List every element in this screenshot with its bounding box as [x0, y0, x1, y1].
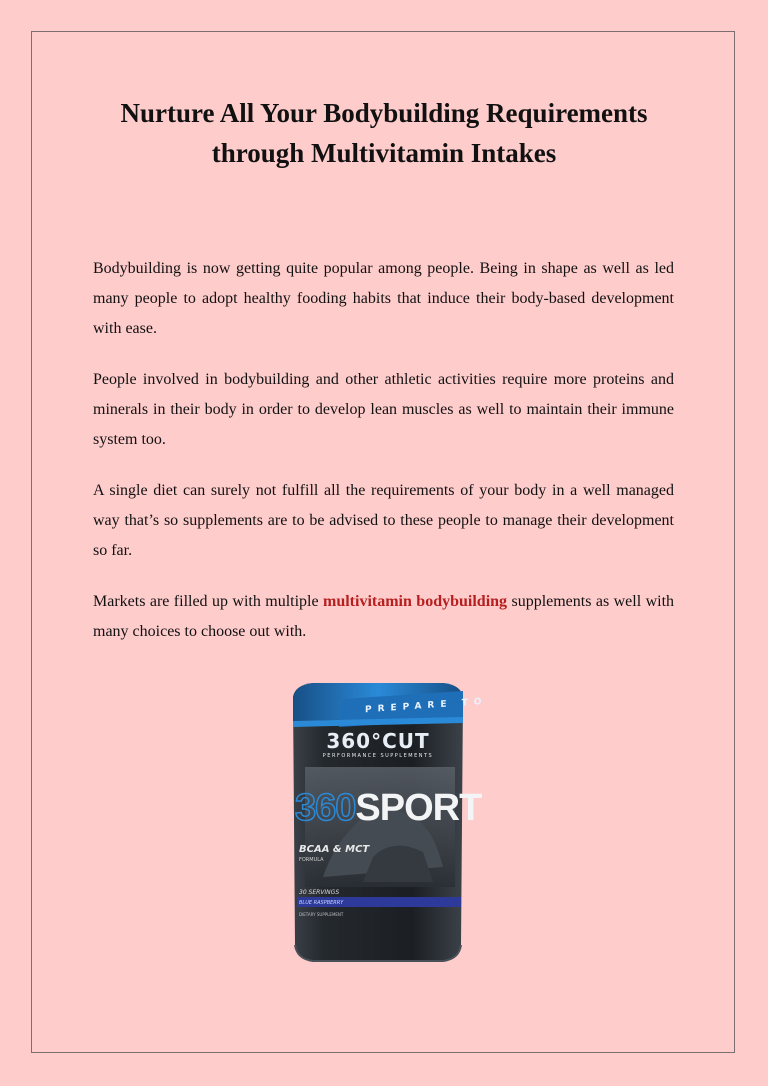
paragraph	[93, 587, 674, 647]
product-name-prefix: 360	[295, 787, 356, 829]
product-name-logo	[295, 789, 481, 827]
formula-sublabel: FORMULA	[299, 857, 324, 863]
flavor-label: BLUE RASPBERRY	[299, 900, 344, 906]
paragraph: People involved in bodybuilding and other athletic activities require more proteins and minerals in their body in order to develop lean muscles as well to maintain their immune system too.	[93, 371, 674, 448]
jar-banner-text: PREPARE TO	[365, 696, 488, 716]
net-weight-label: DIETARY SUPPLEMENT	[299, 912, 344, 917]
document-body	[93, 254, 674, 668]
paragraph: Bodybuilding is now getting quite popular among people. Being in shape as well as led many people to adopt healthy fooding habits that induce their body-based development with ease.	[93, 260, 674, 337]
product-image	[283, 677, 488, 967]
document-title: Nurture All Your Bodybuilding Requirements through Multivitamin Intakes	[120, 98, 648, 168]
brand-logo: 360°CUT	[326, 729, 430, 753]
multivitamin-bodybuilding-link[interactable]: multivitamin bodybuilding	[323, 593, 508, 610]
paragraph-text: Markets are filled up with multiple	[93, 593, 323, 610]
product-name: SPORT	[355, 787, 482, 829]
formula-label: BCAA & MCT	[299, 844, 370, 855]
servings-label: 30 SERVINGS	[299, 889, 340, 896]
brand-subtitle: PERFORMANCE SUPPLEMENTS	[322, 753, 434, 759]
paragraph: A single diet can surely not fulfill all the requirements of your body in a well managed way that’s so supplements are to be advised to these people to manage their development so far.	[93, 482, 674, 559]
paragraph-text: supplements as well with many choices to choose out with.	[93, 593, 675, 640]
